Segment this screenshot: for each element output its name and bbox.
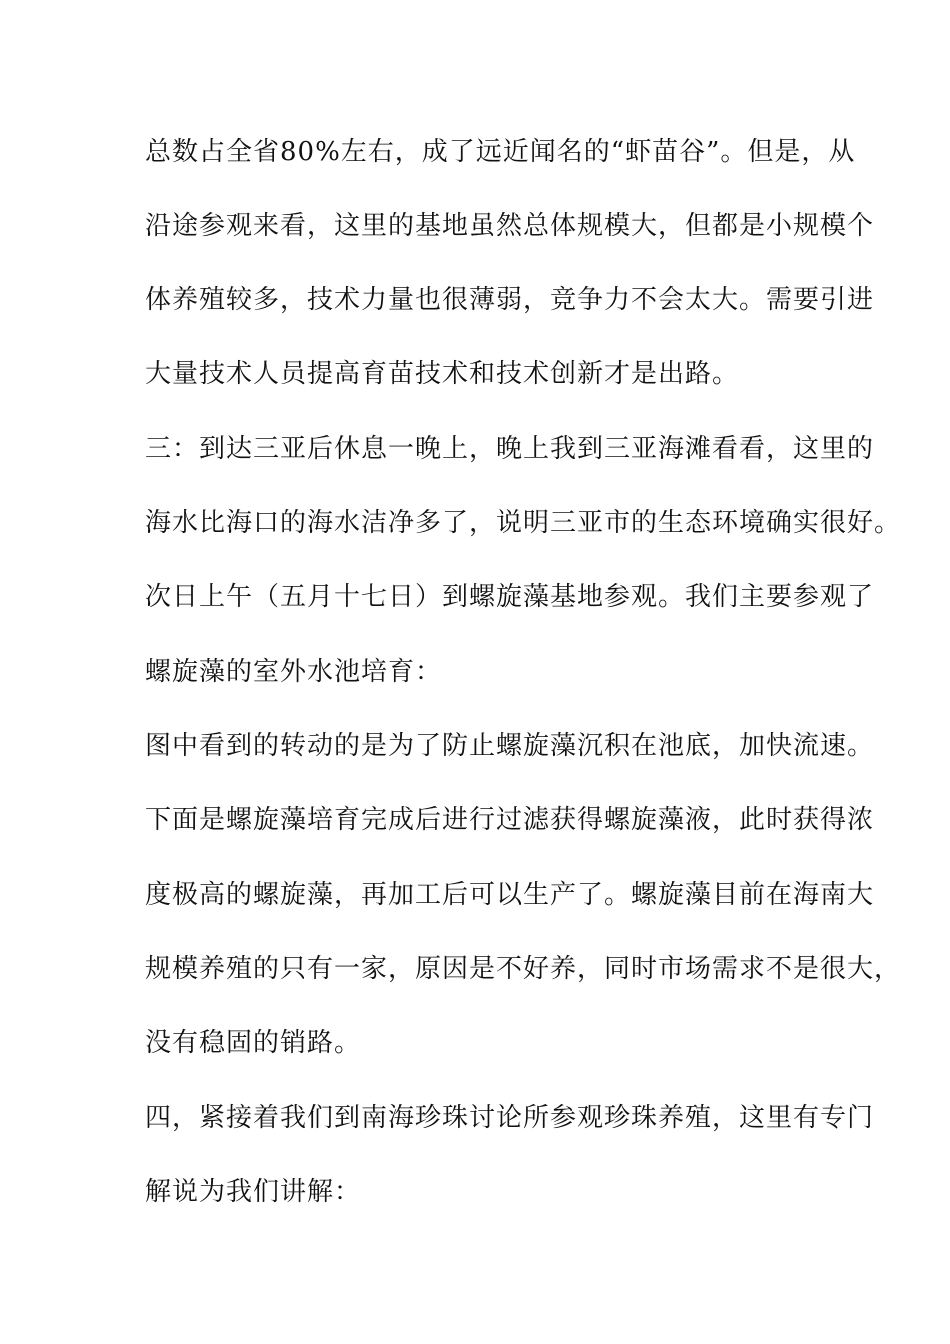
text-line: 次日上午（五月十七日）到螺旋藻基地参观。我们主要参观了 (145, 582, 875, 612)
text-line: 大量技术人员提高育苗技术和技术创新才是出路。 (145, 359, 740, 389)
text-line: 体养殖较多，技术力量也很薄弱，竞争力不会太大。需要引进 (145, 285, 875, 315)
text-line: 四，紧接着我们到南海珍珠讨论所参观珍珠养殖，这里有专门 (145, 1103, 875, 1133)
text-line: 总数占全省80%左右，成了远近闻名的“虾苗谷”。但是，从 (145, 137, 856, 167)
text-line: 螺旋藻的室外水池培育： (145, 657, 443, 687)
text-line: 没有稳固的销路。 (145, 1028, 362, 1058)
text-line: 海水比海口的海水洁净多了，说明三亚市的生态环境确实很好。 (145, 508, 902, 538)
text-line: 图中看到的转动的是为了防止螺旋藻沉积在池底，加快流速。 (145, 731, 875, 761)
text-line: 度极高的螺旋藻，再加工后可以生产了。螺旋藻目前在海南大 (145, 880, 875, 910)
text-line: 沿途参观来看，这里的基地虽然总体规模大，但都是小规模个 (145, 211, 875, 241)
text-line: 三：到达三亚后休息一晚上，晚上我到三亚海滩看看，这里的 (145, 434, 875, 464)
text-line: 解说为我们讲解： (145, 1177, 362, 1207)
text-line: 规模养殖的只有一家，原因是不好养，同时市场需求不是很大， (145, 954, 902, 984)
text-line: 下面是螺旋藻培育完成后进行过滤获得螺旋藻液，此时获得浓 (145, 805, 875, 835)
